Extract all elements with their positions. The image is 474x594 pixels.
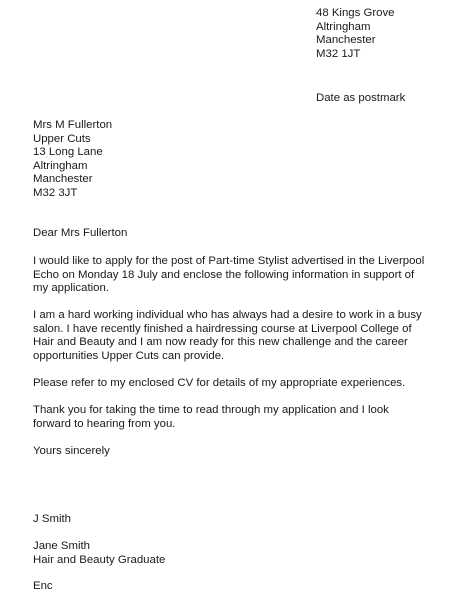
paragraph-line: Thank you for taking the time to read through my application and I look	[33, 404, 389, 416]
paragraph-line: I would like to apply for the post of Part-time Stylist advertised in the Liverpool	[33, 255, 425, 267]
paragraph-line: salon. I have recently finished a hairdressing course at Liverpool College of	[33, 322, 412, 335]
letter-date	[316, 92, 405, 106]
body-paragraph-thanks	[33, 404, 389, 431]
enclosure-note	[33, 580, 53, 594]
paragraph-line: forward to hearing from you.	[33, 417, 176, 430]
recipient-address	[33, 119, 112, 200]
signer-title: Hair and Beauty Graduate	[33, 553, 166, 566]
recipient-address-line: Altringham	[33, 159, 88, 172]
sender-address-line: Manchester	[316, 34, 376, 46]
salutation	[33, 227, 127, 241]
paragraph-line: Hair and Beauty and I am now ready for this new challenge and the career	[33, 336, 408, 348]
paragraph-line: I am a hard working individual who has always had a desire to work in a busy	[33, 309, 422, 321]
paragraph-line: opportunities Upper Cuts can provide.	[33, 349, 225, 362]
recipient-address-line: Mrs M Fullerton	[33, 119, 113, 131]
recipient-address-line: Manchester	[33, 173, 93, 185]
signature-text: J Smith	[33, 513, 71, 525]
signer-block	[33, 540, 165, 567]
recipient-address-line: M32 3JT	[33, 186, 78, 199]
sender-address-line: 48 Kings Grove	[316, 7, 395, 19]
sender-address-line: Altringham	[316, 20, 371, 33]
salutation-text: Dear Mrs Fullerton	[33, 227, 128, 239]
recipient-address-line: 13 Long Lane	[33, 146, 103, 158]
closing-text: Yours sincerely	[33, 445, 110, 457]
paragraph-line: Please refer to my enclosed CV for details of my appropriate experiences.	[33, 377, 406, 389]
sender-address	[316, 7, 395, 61]
date-text: Date as postmark	[316, 92, 406, 104]
body-paragraph-experience	[33, 309, 422, 363]
paragraph-line: my application.	[33, 282, 109, 294]
body-paragraph-application	[33, 255, 424, 296]
sender-address-line: M32 1JT	[316, 47, 361, 60]
signature	[33, 513, 71, 527]
paragraph-line: Echo on Monday 18 July and enclose the following information in support of	[33, 268, 415, 281]
recipient-address-line: Upper Cuts	[33, 132, 91, 145]
complimentary-close	[33, 445, 110, 459]
signer-name: Jane Smith	[33, 540, 90, 552]
enclosure-text: Enc	[33, 580, 53, 592]
body-paragraph-cv	[33, 377, 405, 391]
